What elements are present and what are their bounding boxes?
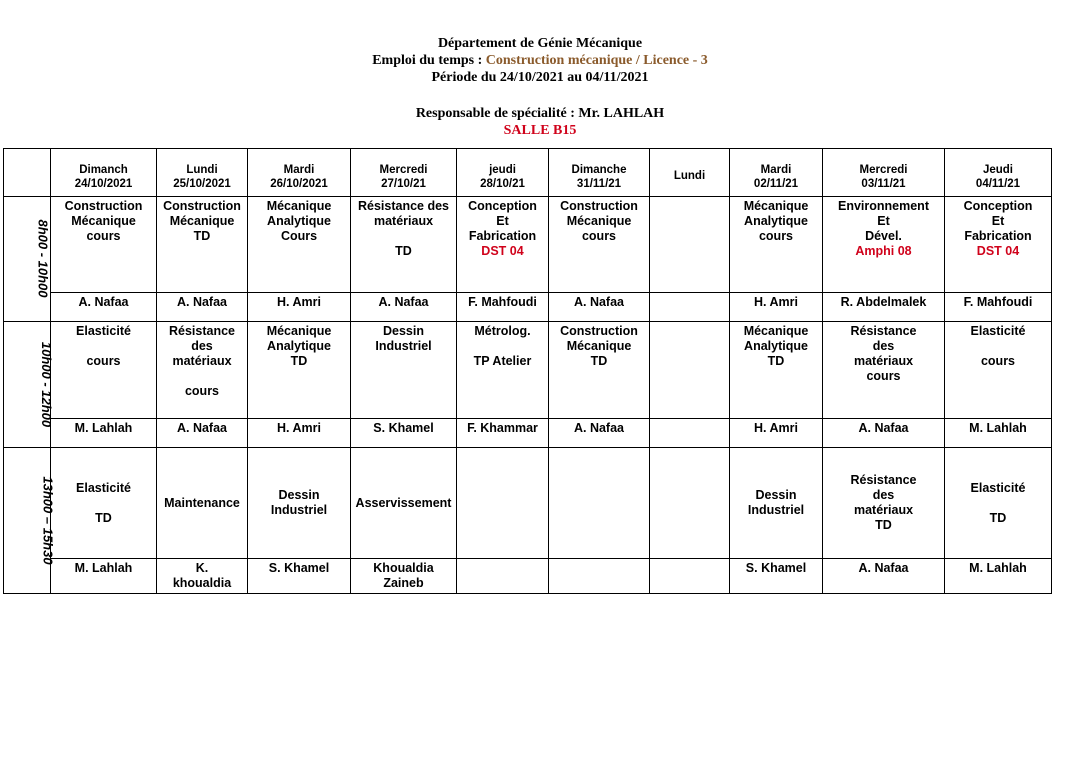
day-header <box>248 149 351 197</box>
course-name: Résistance des matériaux cours <box>168 324 235 398</box>
day-date: 27/10/21 <box>381 178 426 190</box>
teacher-cell: R. Abdelmalek <box>823 293 945 322</box>
day-header <box>51 149 157 197</box>
course-row <box>4 448 1052 559</box>
course-cell <box>51 197 157 293</box>
teacher-cell: F. Mahfoudi <box>457 293 549 322</box>
day-date: 04/11/21 <box>975 178 1021 190</box>
teacher-cell: M. Lahlah <box>945 559 1052 594</box>
day-date: 02/11/21 <box>753 178 799 190</box>
teacher-cell: Khoualdia Zaineb <box>351 559 457 594</box>
teacher-cell <box>650 293 730 322</box>
day-name: Mercredi <box>859 164 908 176</box>
course-name: Maintenance <box>164 495 240 510</box>
course-cell <box>549 197 650 293</box>
day-header <box>157 149 248 197</box>
course-cell <box>549 322 650 419</box>
course-cell <box>549 448 650 559</box>
day-header <box>457 149 549 197</box>
department-title: Département de Génie Mécanique <box>437 36 643 51</box>
course-note: DST 04 <box>481 244 524 258</box>
course-cell <box>730 322 823 419</box>
day-date: 24/10/2021 <box>74 178 133 190</box>
time-label: 13h00 – 15h30 <box>40 475 56 565</box>
course-cell <box>730 197 823 293</box>
teacher-cell: K. khoualdia <box>157 559 248 594</box>
room-label: SALLE B15 <box>503 123 577 138</box>
teacher-cell: A. Nafaa <box>549 419 650 448</box>
course-name: Métrolog. TP Atelier <box>473 324 532 368</box>
teacher-cell: H. Amri <box>730 293 823 322</box>
teacher-cell: A. Nafaa <box>823 559 945 594</box>
course-name: Environnement Et Dével. <box>838 199 929 243</box>
responsable-line: Responsable de spécialité : Mr. LAHLAH <box>415 106 665 121</box>
course-name: Elasticité cours <box>970 324 1026 368</box>
day-name: Dimanche <box>571 164 627 176</box>
time-slot <box>4 322 55 448</box>
day-name: Lundi <box>186 164 218 176</box>
day-date: 31/11/21 <box>576 178 622 190</box>
course-cell <box>248 197 351 293</box>
course-name: Dessin Industriel <box>270 488 328 517</box>
course-cell <box>248 448 351 559</box>
time-label: 10h00 - 12h00 <box>39 341 55 427</box>
course-name: Conception Et Fabrication <box>963 199 1033 243</box>
program-name: Construction mécanique / Licence - 3 <box>485 53 708 68</box>
course-row <box>4 322 1052 419</box>
course-cell <box>823 448 945 559</box>
day-date: 28/10/21 <box>480 178 525 190</box>
day-name: jeudi <box>489 164 516 176</box>
timetable <box>3 148 1052 594</box>
teacher-cell: S. Khamel <box>248 559 351 594</box>
corner-cell <box>4 149 51 197</box>
course-cell <box>945 322 1052 419</box>
day-name: Lundi <box>673 170 706 182</box>
day-date: 26/10/2021 <box>270 178 328 190</box>
teacher-row <box>4 559 1052 594</box>
teacher-cell: A. Nafaa <box>549 293 650 322</box>
teacher-cell: F. Mahfoudi <box>945 293 1052 322</box>
day-date: 25/10/2021 <box>173 178 231 190</box>
course-name: Résistance des matériaux TD <box>850 473 917 532</box>
teacher-cell: S. Khamel <box>730 559 823 594</box>
teacher-cell <box>650 559 730 594</box>
course-name: Mécanique Analytique Cours <box>266 199 332 243</box>
teacher-cell: M. Lahlah <box>51 419 157 448</box>
day-name: Mardi <box>283 164 315 176</box>
course-note: Amphi 08 <box>855 244 912 258</box>
teacher-cell: A. Nafaa <box>51 293 157 322</box>
course-name: Construction Mécanique TD <box>560 324 638 368</box>
course-cell <box>945 197 1052 293</box>
course-cell <box>157 448 248 559</box>
teacher-row <box>4 419 1052 448</box>
teacher-cell: A. Nafaa <box>351 293 457 322</box>
teacher-cell: H. Amri <box>730 419 823 448</box>
course-name: Mécanique Analytique cours <box>743 199 809 243</box>
course-cell <box>650 197 730 293</box>
course-cell <box>730 448 823 559</box>
course-cell <box>457 197 549 293</box>
teacher-row <box>4 293 1052 322</box>
course-cell <box>457 322 549 419</box>
course-cell <box>650 322 730 419</box>
teacher-cell: H. Amri <box>248 293 351 322</box>
course-name: Mécanique Analytique TD <box>266 324 332 368</box>
day-date: 03/11/21 <box>861 178 906 190</box>
day-name: Dimanch <box>79 164 128 176</box>
day-name: Mercredi <box>379 164 428 176</box>
course-name: Construction Mécanique TD <box>163 199 241 243</box>
course-name: Asservissement <box>355 495 452 510</box>
schedule-title-prefix: Emploi du temps : <box>372 53 486 68</box>
course-cell <box>650 448 730 559</box>
day-header <box>650 149 730 197</box>
course-name: Conception Et Fabrication <box>468 199 537 243</box>
course-name: Elasticité TD <box>76 480 131 525</box>
course-cell <box>457 448 549 559</box>
day-header <box>730 149 823 197</box>
course-cell <box>351 448 457 559</box>
day-name: Jeudi <box>982 164 1014 176</box>
course-cell <box>157 197 248 293</box>
course-cell <box>945 448 1052 559</box>
day-header <box>945 149 1052 197</box>
day-name: Mardi <box>760 164 792 176</box>
day-header <box>351 149 457 197</box>
course-name: Construction Mécanique cours <box>64 199 143 243</box>
course-cell <box>157 322 248 419</box>
day-header <box>823 149 945 197</box>
teacher-cell <box>457 559 549 594</box>
day-header <box>549 149 650 197</box>
course-cell <box>51 322 157 419</box>
time-slot <box>4 448 56 594</box>
course-name: Mécanique Analytique TD <box>743 324 809 368</box>
period-line: Période du 24/10/2021 au 04/11/2021 <box>431 70 649 85</box>
course-cell <box>351 197 457 293</box>
teacher-cell: F. Khammar <box>457 419 549 448</box>
course-name: Elasticité TD <box>970 480 1026 525</box>
course-cell <box>248 322 351 419</box>
course-name: Construction Mécanique cours <box>560 199 638 243</box>
course-name: Dessin Industriel <box>375 324 432 353</box>
teacher-cell <box>650 419 730 448</box>
course-cell <box>51 448 157 559</box>
course-name: Résistance des matériaux TD <box>357 199 450 258</box>
schedule-title <box>0 53 1080 69</box>
day-header-row <box>4 149 1052 197</box>
course-cell <box>823 322 945 419</box>
course-cell <box>823 197 945 293</box>
teacher-cell: H. Amri <box>248 419 351 448</box>
teacher-cell: M. Lahlah <box>51 559 157 594</box>
teacher-cell <box>549 559 650 594</box>
course-name: Résistance des matériaux cours <box>850 324 917 383</box>
time-slot <box>4 197 51 322</box>
teacher-cell: S. Khamel <box>351 419 457 448</box>
teacher-cell: M. Lahlah <box>945 419 1052 448</box>
time-label: 8h00 - 10h00 <box>35 219 51 298</box>
course-name: Elasticité cours <box>76 324 131 368</box>
course-name: Dessin Industriel <box>747 488 805 517</box>
teacher-cell: A. Nafaa <box>823 419 945 448</box>
course-row <box>4 197 1052 293</box>
course-note: DST 04 <box>976 244 1020 258</box>
teacher-cell: A. Nafaa <box>157 293 248 322</box>
teacher-cell: A. Nafaa <box>157 419 248 448</box>
course-cell <box>351 322 457 419</box>
